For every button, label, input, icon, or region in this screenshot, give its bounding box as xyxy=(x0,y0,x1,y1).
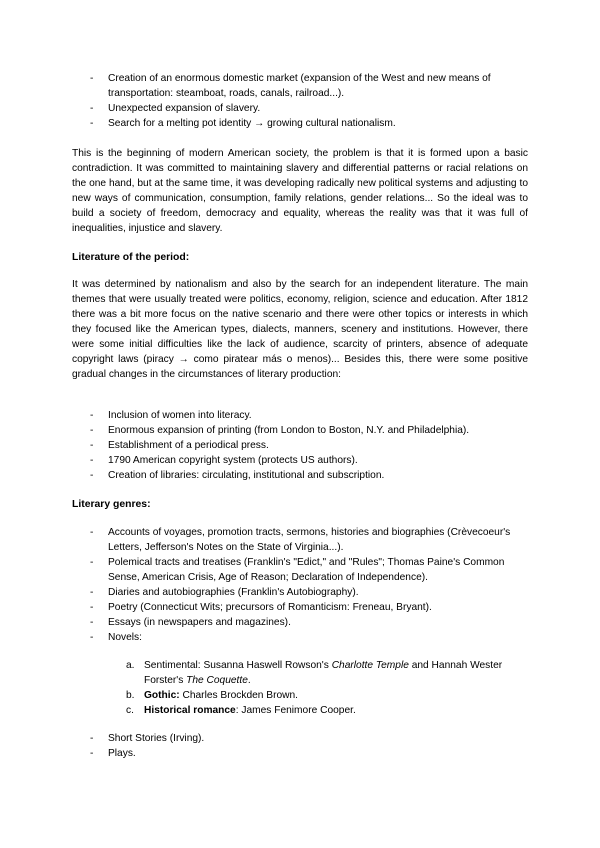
list-marker: c. xyxy=(126,705,134,716)
list-item: - Accounts of voyages, promotion tracts, sermons, histories and biographies (Crèvecoeur's Letters, Jefferson's Notes on the State of Virginia...). xyxy=(90,525,530,555)
list-item-historical-romance xyxy=(126,703,528,718)
list-item: - Unexpected expansion of slavery. xyxy=(90,101,530,116)
list-item: - Poetry (Connecticut Wits; precursors of Romanticism: Freneau, Bryant). xyxy=(90,600,530,615)
list-item: - Novels: xyxy=(90,630,530,645)
list-item: - Creation of libraries: circulating, institutional and subscription. xyxy=(90,468,530,483)
list-item: - Creation of an enormous domestic market (expansion of the West and new means of transportation: steamboat, roads, canals, railroad...). xyxy=(90,71,530,101)
literary-production-list xyxy=(90,408,530,483)
list-item-sentimental xyxy=(126,658,528,688)
historical-romance-rest: : James Fenimore Cooper. xyxy=(235,705,356,716)
list-item: - Diaries and autobiographies (Franklin's Autobiography). xyxy=(90,585,530,600)
list-item: - Short Stories (Irving). xyxy=(90,731,530,746)
list-item-gothic xyxy=(126,688,528,703)
list-item: - Inclusion of women into literacy. xyxy=(90,408,530,423)
charlotte-temple-title: Charlotte Temple xyxy=(331,660,409,671)
literary-genres-list xyxy=(90,525,530,645)
literature-period-heading: Literature of the period: xyxy=(72,252,190,263)
novels-sublist xyxy=(126,658,528,718)
other-genres-list xyxy=(90,731,530,761)
gothic-rest: Charles Brockden Brown. xyxy=(179,690,298,701)
historical-romance-label: Historical romance xyxy=(144,705,236,716)
sentimental-prefix: Sentimental: Susanna Haswell Rowson's xyxy=(144,660,332,671)
list-item: - Establishment of a periodical press. xyxy=(90,438,530,453)
the-coquette-title: The Coquette xyxy=(186,675,248,686)
list-item: - Polemical tracts and treatises (Franklin's "Edict," and "Rules"; Thomas Paine's Common Sense, American Crisis, Age of Reason; Declaration of Independence). xyxy=(90,555,530,585)
list-item: - Plays. xyxy=(90,746,530,761)
list-marker: b. xyxy=(126,690,135,701)
sentimental-suffix: . xyxy=(247,675,251,686)
literature-paragraph: It was determined by nationalism and also by the search for an independent literature. The main themes that were usually treated were politics, economy, religion, science and education. After 1812 there was a bit more focus on the native scenario and there were other topics or interests in which they focused like the American types, dialects, manners, scenery and institutions. However, there were some initial difficulties like the lack of audience, scarcity of printers, absence of adequate copyright laws (piracy → como piratear más o menos)... Besides this, there were some positive gradual changes in the circumstances of literary production: xyxy=(72,279,528,380)
list-item: - 1790 American copyright system (protects US authors). xyxy=(90,453,530,468)
list-marker: a. xyxy=(126,660,135,671)
list-item: - Enormous expansion of printing (from London to Boston, N.Y. and Philadelphia). xyxy=(90,423,530,438)
sentimental-mid: and Hannah Wester Forster's xyxy=(144,660,503,686)
literary-genres-heading: Literary genres: xyxy=(72,499,151,510)
modern-society-paragraph: This is the beginning of modern American society, the problem is that it is formed upon a basic contradiction. It was committed to maintaining slavery and differential patterns or racial relations on the one hand, but at the same time, it was developing radically new political systems and adjusting to new ways of communication, consumption, family relations, gender relations... So the ideal was to build a society of freedom, democracy and equality, whereas the reality was that it was full of inequalities, injustice and slavery. xyxy=(72,148,528,234)
list-item: - Essays (in newspapers and magazines). xyxy=(90,615,530,630)
gothic-label: Gothic: xyxy=(144,690,180,701)
list-item: - Search for a melting pot identity → growing cultural nationalism. xyxy=(90,116,530,131)
social-changes-list xyxy=(90,71,530,131)
